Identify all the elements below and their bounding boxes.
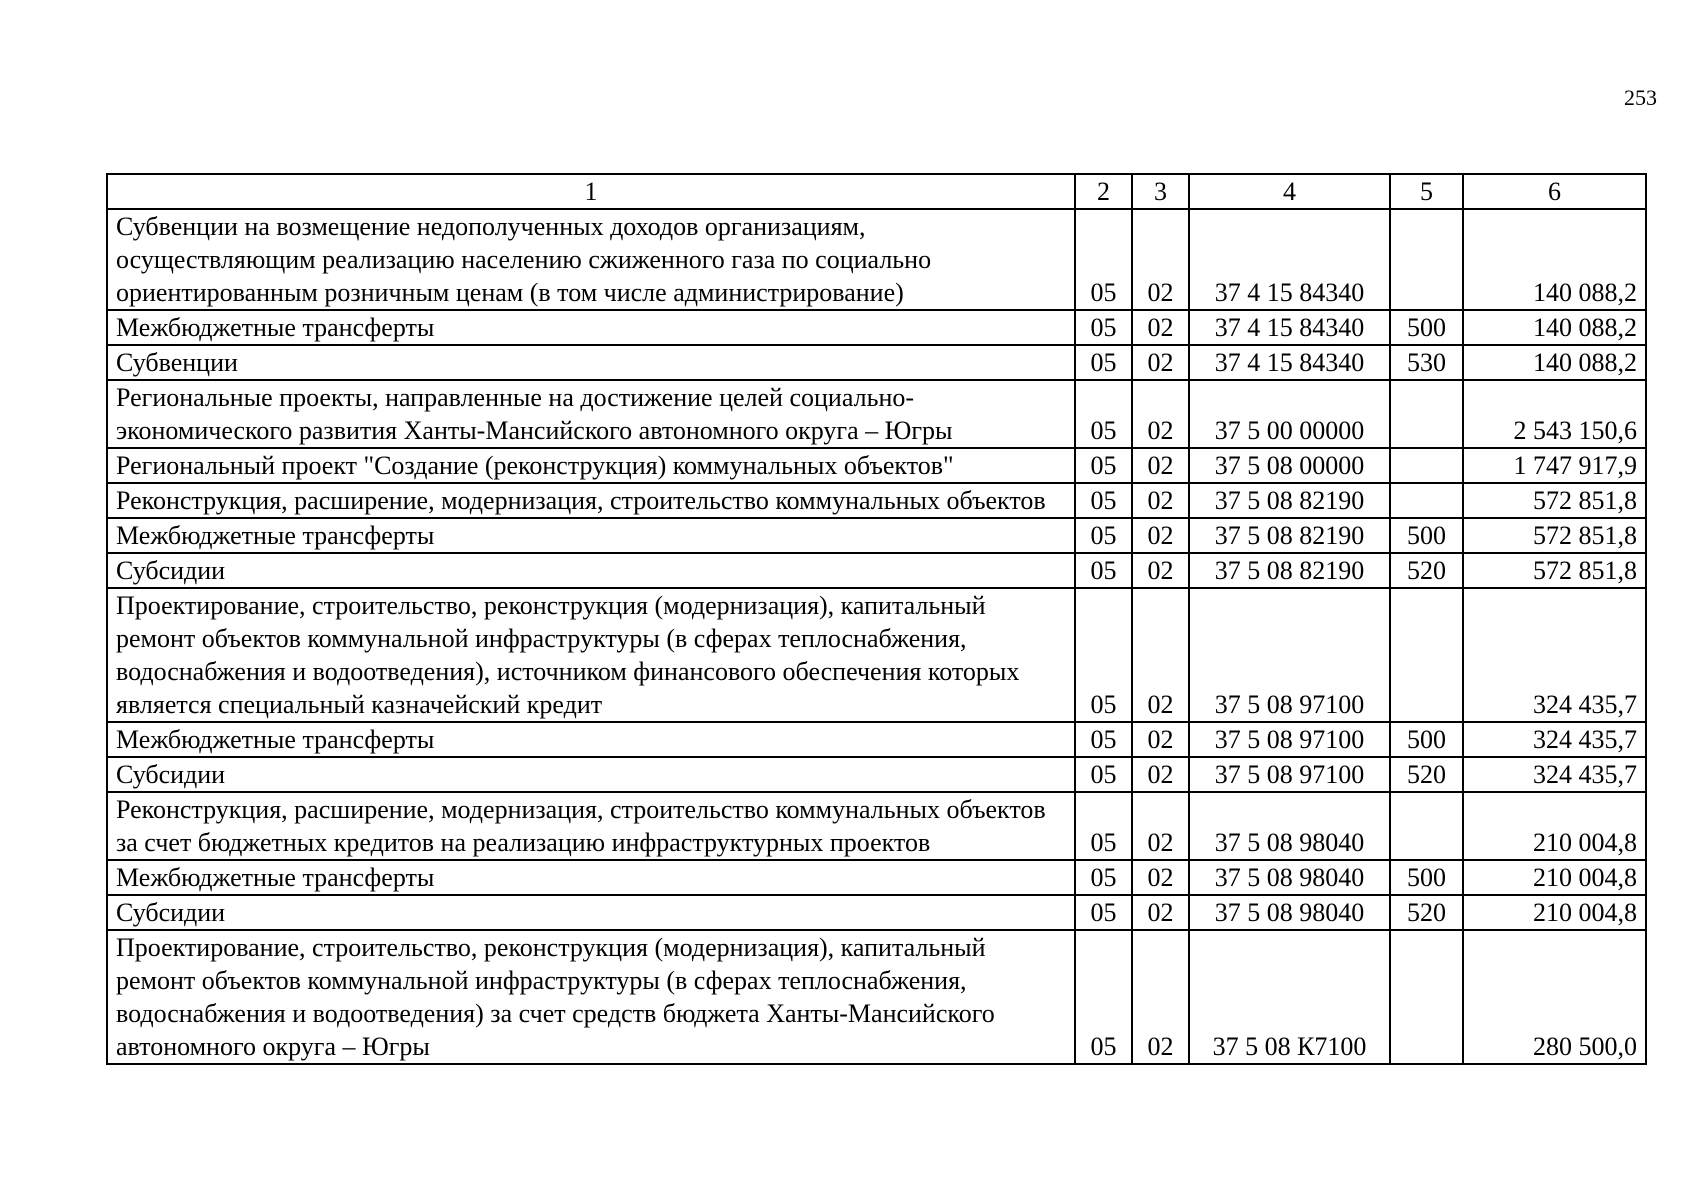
row-name-cell: Реконструкция, расширение, модернизация, строительство коммунальных объектов за счет бюджетных кредитов на реализацию инфраструктурных проектов (107, 792, 1075, 860)
section-code-cell: 05 (1075, 448, 1132, 483)
table-row (107, 310, 1646, 345)
target-article-cell: 37 5 08 82190 (1189, 483, 1390, 518)
subsection-code-cell: 02 (1132, 792, 1189, 860)
amount-cell: 210 004,8 (1463, 792, 1646, 860)
amount-cell: 210 004,8 (1463, 895, 1646, 930)
table-row (107, 930, 1646, 1064)
expense-type-cell: 500 (1390, 860, 1463, 895)
table-row (107, 448, 1646, 483)
section-code-cell: 05 (1075, 553, 1132, 588)
subsection-code-cell: 02 (1132, 518, 1189, 553)
expense-type-cell (1390, 792, 1463, 860)
subsection-code-cell: 02 (1132, 895, 1189, 930)
page-number: 253 (1624, 85, 1657, 110)
column-header-3: 3 (1132, 174, 1189, 209)
row-name-cell: Субсидии (107, 757, 1075, 792)
column-header-2: 2 (1075, 174, 1132, 209)
amount-cell: 324 435,7 (1463, 757, 1646, 792)
subsection-code-cell: 02 (1132, 448, 1189, 483)
target-article-cell: 37 4 15 84340 (1189, 345, 1390, 380)
section-code-cell: 05 (1075, 518, 1132, 553)
target-article-cell: 37 5 08 97100 (1189, 588, 1390, 722)
subsection-code-cell: 02 (1132, 345, 1189, 380)
table-row (107, 895, 1646, 930)
expense-type-cell: 500 (1390, 518, 1463, 553)
section-code-cell: 05 (1075, 380, 1132, 448)
expense-type-cell (1390, 588, 1463, 722)
table-row (107, 345, 1646, 380)
budget-table (106, 173, 1647, 1065)
subsection-code-cell: 02 (1132, 310, 1189, 345)
target-article-cell: 37 5 08 К7100 (1189, 930, 1390, 1064)
amount-cell: 140 088,2 (1463, 310, 1646, 345)
expense-type-cell (1390, 448, 1463, 483)
expense-type-cell (1390, 930, 1463, 1064)
table-row (107, 722, 1646, 757)
target-article-cell: 37 5 08 97100 (1189, 757, 1390, 792)
row-name-cell: Проектирование, строительство, реконструкция (модернизация), капитальный ремонт объектов коммунальной инфраструктуры (в сферах теплоснабжения, водоснабжения и водоотведения) за счет средств бюджета Ханты-Мансийского автономного округа – Югры (107, 930, 1075, 1064)
table-row (107, 588, 1646, 722)
target-article-cell: 37 5 08 82190 (1189, 553, 1390, 588)
target-article-cell: 37 5 08 97100 (1189, 722, 1390, 757)
table-row (107, 483, 1646, 518)
expense-type-cell: 520 (1390, 895, 1463, 930)
subsection-code-cell: 02 (1132, 209, 1189, 310)
target-article-cell: 37 5 08 00000 (1189, 448, 1390, 483)
expense-type-cell: 500 (1390, 310, 1463, 345)
amount-cell: 1 747 917,9 (1463, 448, 1646, 483)
section-code-cell: 05 (1075, 757, 1132, 792)
row-name-cell: Межбюджетные трансферты (107, 860, 1075, 895)
column-header-5: 5 (1390, 174, 1463, 209)
table-row (107, 792, 1646, 860)
row-name-cell: Региональные проекты, направленные на достижение целей социально-экономического развития Ханты-Мансийского автономного округа – Югры (107, 380, 1075, 448)
amount-cell: 572 851,8 (1463, 518, 1646, 553)
column-header-6: 6 (1463, 174, 1646, 209)
row-name-cell: Субсидии (107, 895, 1075, 930)
expense-type-cell: 500 (1390, 722, 1463, 757)
amount-cell: 2 543 150,6 (1463, 380, 1646, 448)
amount-cell: 324 435,7 (1463, 588, 1646, 722)
target-article-cell: 37 5 08 98040 (1189, 895, 1390, 930)
section-code-cell: 05 (1075, 345, 1132, 380)
table-row (107, 860, 1646, 895)
row-name-cell: Субвенции на возмещение недополученных доходов организациям, осуществляющим реализацию населению сжиженного газа по социально ориентированным розничным ценам (в том числе администрирование) (107, 209, 1075, 310)
target-article-cell: 37 5 00 00000 (1189, 380, 1390, 448)
amount-cell: 572 851,8 (1463, 483, 1646, 518)
section-code-cell: 05 (1075, 860, 1132, 895)
expense-type-cell: 520 (1390, 553, 1463, 588)
column-header-4: 4 (1189, 174, 1390, 209)
subsection-code-cell: 02 (1132, 722, 1189, 757)
amount-cell: 324 435,7 (1463, 722, 1646, 757)
amount-cell: 572 851,8 (1463, 553, 1646, 588)
target-article-cell: 37 4 15 84340 (1189, 310, 1390, 345)
amount-cell: 210 004,8 (1463, 860, 1646, 895)
section-code-cell: 05 (1075, 722, 1132, 757)
expense-type-cell: 520 (1390, 757, 1463, 792)
amount-cell: 140 088,2 (1463, 345, 1646, 380)
header-row (107, 174, 1646, 209)
row-name-cell: Межбюджетные трансферты (107, 310, 1075, 345)
section-code-cell: 05 (1075, 588, 1132, 722)
subsection-code-cell: 02 (1132, 483, 1189, 518)
target-article-cell: 37 5 08 82190 (1189, 518, 1390, 553)
section-code-cell: 05 (1075, 930, 1132, 1064)
table-row (107, 553, 1646, 588)
subsection-code-cell: 02 (1132, 930, 1189, 1064)
row-name-cell: Реконструкция, расширение, модернизация, строительство коммунальных объектов (107, 483, 1075, 518)
subsection-code-cell: 02 (1132, 588, 1189, 722)
subsection-code-cell: 02 (1132, 553, 1189, 588)
table-row (107, 518, 1646, 553)
row-name-cell: Межбюджетные трансферты (107, 518, 1075, 553)
target-article-cell: 37 4 15 84340 (1189, 209, 1390, 310)
section-code-cell: 05 (1075, 209, 1132, 310)
expense-type-cell: 530 (1390, 345, 1463, 380)
amount-cell: 140 088,2 (1463, 209, 1646, 310)
subsection-code-cell: 02 (1132, 860, 1189, 895)
subsection-code-cell: 02 (1132, 757, 1189, 792)
target-article-cell: 37 5 08 98040 (1189, 792, 1390, 860)
subsection-code-cell: 02 (1132, 380, 1189, 448)
amount-cell: 280 500,0 (1463, 930, 1646, 1064)
section-code-cell: 05 (1075, 310, 1132, 345)
section-code-cell: 05 (1075, 483, 1132, 518)
expense-type-cell (1390, 209, 1463, 310)
column-header-1: 1 (107, 174, 1075, 209)
table-row (107, 757, 1646, 792)
row-name-cell: Региональный проект "Создание (реконструкция) коммунальных объектов" (107, 448, 1075, 483)
section-code-cell: 05 (1075, 792, 1132, 860)
expense-type-cell (1390, 483, 1463, 518)
table-row (107, 380, 1646, 448)
target-article-cell: 37 5 08 98040 (1189, 860, 1390, 895)
row-name-cell: Проектирование, строительство, реконструкция (модернизация), капитальный ремонт объектов коммунальной инфраструктуры (в сферах теплоснабжения, водоснабжения и водоотведения), источником финансового обеспечения которых является специальный казначейский кредит (107, 588, 1075, 722)
row-name-cell: Субсидии (107, 553, 1075, 588)
row-name-cell: Межбюджетные трансферты (107, 722, 1075, 757)
row-name-cell: Субвенции (107, 345, 1075, 380)
expense-type-cell (1390, 380, 1463, 448)
section-code-cell: 05 (1075, 895, 1132, 930)
table-row (107, 209, 1646, 310)
